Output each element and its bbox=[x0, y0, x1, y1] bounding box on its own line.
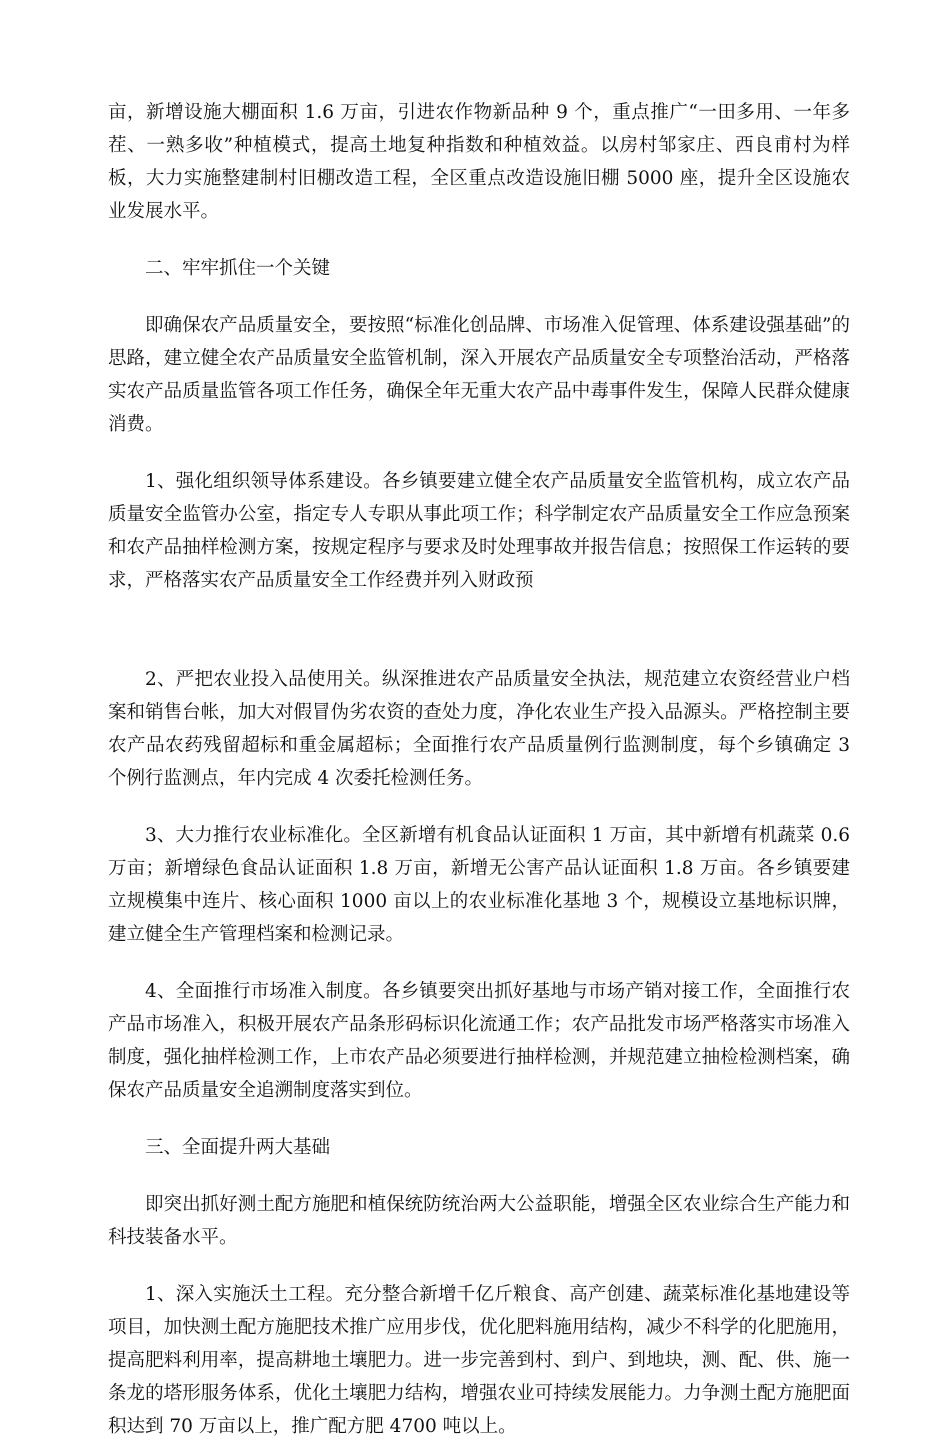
paragraph-quality-safety: 即确保农产品质量安全，要按照“标准化创品牌、市场准入促管理、体系建设强基础”的思路，建立健全农产品质量安全监管机制，深入开展农产品质量安全专项整治活动，严格落实农产品质量监管各项工作任务，确保全年无重大农产品中毒事件发生，保障人民群众健康消费。 bbox=[108, 315, 850, 435]
paragraph-two-foundations: 即突出抓好测土配方施肥和植保统防统治两大公益职能，增强全区农业综合生产能力和科技装备水平。 bbox=[108, 1194, 850, 1248]
section-heading-2: 二、牢牢抓住一个关键 bbox=[145, 258, 331, 279]
section-heading-3: 三、全面提升两大基础 bbox=[145, 1137, 331, 1158]
paragraph-item-1-soil-project: 1、深入实施沃土工程。充分整合新增千亿斤粮食、高产创建、蔬菜标准化基地建设等项目，加快测土配方施肥技术推广应用步伐，优化肥料施用结构，减少不科学的化肥施用，提高肥料利用率，提高耕地土壤肥力。进一步完善到村、到户、到地块，测、配、供、施一条龙的塔形服务体系，优化土壤肥力结构，增强农业可持续发展能力。力争测土配方施肥面积达到 70 万亩以上，推广配方肥 4700 吨以上。 bbox=[108, 1284, 850, 1437]
paragraph-item-1-organization: 1、强化组织领导体系建设。各乡镇要建立健全农产品质量安全监管机构，成立农产品质量安全监管办公室，指定专人专职从事此项工作；科学制定农产品质量安全工作应急预案和农产品抽样检测方案，按规定程序与要求及时处理事故并报告信息；按照保工作运转的要求，严格落实农产品质量安全工作经费并列入财政预 bbox=[108, 471, 850, 591]
document-page bbox=[108, 96, 850, 1443]
paragraph-item-2-inputs: 2、严把农业投入品使用关。纵深推进农产品质量安全执法，规范建立农资经营业户档案和销售台帐，加大对假冒伪劣农资的查处力度，净化农业生产投入品源头。严格控制主要农产品农药残留超标和重金属超标；全面推行农产品质量例行监测制度，每个乡镇确定 3 个例行监测点，年内完成 4 次委托检测任务。 bbox=[108, 669, 850, 789]
paragraph-item-4-market-access: 4、全面推行市场准入制度。各乡镇要突出抓好基地与市场产销对接工作，全面推行农产品市场准入，积极开展农产品条形码标识化流通工作；农产品批发市场严格落实市场准入制度，强化抽样检测工作，上市农产品必须要进行抽样检测，并规范建立抽检检测档案，确保农产品质量安全追溯制度落实到位。 bbox=[108, 981, 850, 1101]
paragraph-item-3-standardization: 3、大力推行农业标准化。全区新增有机食品认证面积 1 万亩，其中新增有机蔬菜 0.6 万亩；新增绿色食品认证面积 1.8 万亩，新增无公害产品认证面积 1.8 万亩。各乡镇要建立规模集中连片、核心面积 1000 亩以上的农业标准化基地 3 个，规模设立基地标识牌，建立健全生产管理档案和检测记录。 bbox=[108, 825, 850, 945]
paragraph-facility-agriculture: 亩，新增设施大棚面积 1.6 万亩，引进农作物新品种 9 个，重点推广“一田多用、一年多茬、一熟多收”种植模式，提高土地复种指数和种植效益。以房村邹家庄、西良甫村为样板，大力实施整建制村旧棚改造工程，全区重点改造设施旧棚 5000 座，提升全区设施农业发展水平。 bbox=[108, 102, 850, 222]
